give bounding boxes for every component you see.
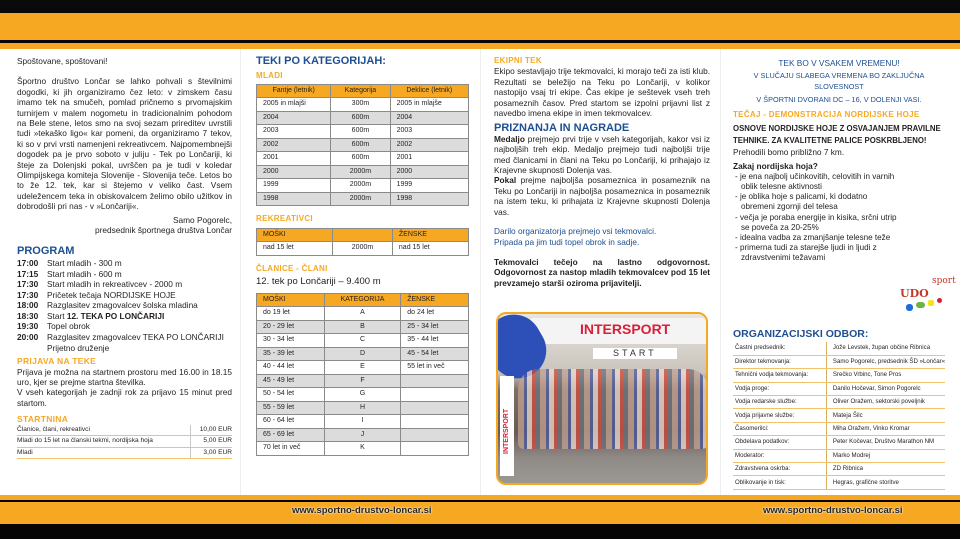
table-cell [401, 428, 469, 442]
startnina-title: STARTNINA [17, 414, 69, 425]
table-row [257, 242, 469, 256]
program-text-plain: Razglasitev zmagovalcev TEKA PO LONČARIJI [47, 332, 224, 343]
odbor-name: ZD Ribnica [826, 463, 945, 476]
table-cell: do 24 let [401, 307, 469, 321]
table-row [257, 361, 469, 375]
table-cell: 30 - 34 let [257, 334, 325, 348]
program-title: PROGRAM [17, 244, 75, 257]
tecaj-title: TEČAJ - DEMONSTRACIJA NORDIJSKE HOJE [733, 109, 920, 119]
program-item [17, 300, 232, 311]
reason-item: - večja je poraba energije in kisika, srčni utrip se poveča za 20-25% [735, 212, 897, 232]
medalja-text: prejmejo prvi trije v vseh kategorijah, kakor vsi iz najboljših treh ekip. Medaljo prejmejo tudi najboljši trije med članicami in člani na Teku po Lončariji, ki prihajajo iz Krajevne skupnosti Dolenja vas. [494, 133, 710, 176]
startnina-price: 3,00 EUR [190, 447, 232, 458]
odbor-name: Jože Levstek, župan občine Ribnica [826, 342, 945, 355]
program-time: 19:30 [17, 321, 39, 332]
table-row [257, 401, 469, 415]
intersport-banner: INTERSPORT [580, 321, 671, 337]
intro-text: Športno društvo Lončar se lahko pohvali s številnimi dogodki, ki jih organiziramo čez leto: v zimskem času imamo tek na smučeh, pomlad pričnemo s prvomajskim turnirjem v malem nogometu in tradicionalnim pohodom na Bele stene, letos smo na svoj sezam prireditev uvrstili tudi »tekaško ligo« kar pomeni, da organiziramo 7 tekov, ki so v prvi vrsti namenjeni rekreativcem. Najpomembnejši dogodek pa je prvo soboto v juliju - Tek po Lončariji, ki šteje za Dolenjski pokal, uvrščen pa je tudi v koledar Olimpijskega komiteja Slovenije - Slovenija teče. Letos bo to že 12. tek, kar si štejemo v veliko čast. Vsem udeležencem teka in obiskovalcem želimo obilo užitkov in dobrodošli pri nas - v »Lončariji«. [17, 76, 232, 212]
program-time: 18:00 [17, 300, 39, 311]
table-cell: 2003 [390, 125, 468, 139]
program-text [47, 300, 198, 311]
panel-divider [480, 49, 481, 496]
program-item [17, 343, 232, 354]
table-cell: 35 - 44 let [401, 334, 469, 348]
logo-text-sport: sport [932, 276, 956, 286]
logo-dot-red [937, 298, 942, 303]
program-item [17, 332, 232, 343]
table-header-cell: Deklice (letnik) [390, 84, 468, 98]
table-cell: 600m [331, 125, 390, 139]
table-cell: 20 - 29 let [257, 320, 325, 334]
odbor-name: Marko Modrej [826, 449, 945, 462]
rekreativci-title: REKREATIVCI [256, 214, 313, 224]
panel-divider [240, 49, 241, 496]
zakaj-title: Zakaj nordijska hoja? [733, 161, 818, 172]
program-time: 17:15 [17, 268, 39, 279]
startnina-row [17, 436, 232, 447]
program-text-plain: Start mladih - 300 m [47, 257, 122, 268]
table-row [257, 442, 469, 456]
logo-dot-green [916, 302, 925, 308]
intersport-side-text: INTERSPORT [503, 408, 510, 454]
table-cell: 2000m [333, 242, 393, 256]
odbor-name: Danilo Hočevar, Simon Pogorelc [826, 382, 945, 395]
runners-crowd [518, 369, 708, 449]
table-cell: 600m [331, 111, 390, 125]
table-cell: D [324, 347, 400, 361]
mladi-title: MLADI [256, 71, 283, 81]
top-black-band [0, 0, 960, 13]
table-row [257, 374, 469, 388]
odbor-name: Srečko Vrbinc, Tone Pros [826, 369, 945, 382]
table-row [257, 347, 469, 361]
table-cell: 600m [331, 138, 390, 152]
signature-role: predsednik športnega društva Lončar [95, 225, 232, 236]
program-item [17, 311, 232, 322]
table-cell: 60 - 64 let [257, 415, 325, 429]
odbor-table [733, 342, 945, 490]
program-time: 17:30 [17, 289, 39, 300]
program-text [47, 343, 109, 354]
odbor-row [733, 396, 945, 409]
table-cell: 2000 [390, 165, 468, 179]
table-cell: C [324, 334, 400, 348]
start-banner: START [593, 348, 677, 359]
table-cell: B [324, 320, 400, 334]
website-link[interactable]: www.sportno-drustvo-loncar.si [763, 505, 903, 516]
odbor-role: Obdelava podatkov: [733, 436, 826, 449]
table-header-cell: MOŠKI [257, 293, 325, 307]
program-list [17, 258, 232, 353]
reasons-list [733, 172, 898, 264]
program-text-plain: Start [47, 310, 67, 321]
odbor-role: Direktor tekmovanja: [733, 355, 826, 368]
startnina-row [17, 425, 232, 436]
table-cell: 2004 [257, 111, 331, 125]
table-cell: do 19 let [257, 307, 325, 321]
ekipni-text: Ekipo sestavljajo trije tekmovalci, ki morajo teči za isti klub. Rezultati se beležijo na Teku po Lončariji, v kolikor nastopijo vsaj tri ekipe. Čas ekipe je seštevek vseh treh posameznih časov. Pred startom se izpolni prijavni list z navedbo imena ekipe in imen tekmovalcev. [494, 66, 710, 119]
table-cell: 35 - 39 let [257, 347, 325, 361]
program-time: 18:30 [17, 310, 39, 321]
startnina-price: 10,00 EUR [190, 425, 232, 436]
table-cell: 2004 [390, 111, 468, 125]
table-cell: 2000m [331, 179, 390, 193]
program-text [47, 279, 182, 290]
table-cell: 1998 [257, 192, 331, 206]
table-cell: 2005 in mlajši [257, 98, 331, 112]
ekipni-title: EKIPNI TEK [494, 56, 542, 65]
priznanja-title: PRIZNANJA IN NAGRADE [494, 122, 630, 135]
program-time: 17:30 [17, 279, 39, 290]
table-row [257, 334, 469, 348]
logo-text-udo: UDO [900, 287, 929, 300]
top-orange-bar [0, 13, 960, 40]
startnina-table [17, 425, 232, 459]
program-text [47, 311, 164, 322]
odbor-row [733, 449, 945, 462]
table-row [257, 111, 469, 125]
table-header-cell: ŽENSKE [392, 228, 468, 242]
startnina-price: 5,00 EUR [190, 436, 232, 447]
odbor-role: Zdravstvena oskrba: [733, 463, 826, 476]
table-cell: 65 - 69 let [257, 428, 325, 442]
table-cell: 1998 [390, 192, 468, 206]
odbor-name: Samo Pogorelc, predsednik ŠD »Lončar« [826, 355, 945, 368]
reason-item: - primerna tudi za starejše ljudi in ljudi z zdravstvenimi težavami [735, 243, 877, 263]
table-header-cell: ŽENSKE [401, 293, 469, 307]
program-text-plain: Start mladih - 600 m [47, 268, 122, 279]
program-text-bold: 12. TEKA PO LONČARIJI [66, 310, 165, 321]
table-header-cell: MOŠKI [257, 228, 333, 242]
program-time: 20:00 [17, 332, 39, 343]
program-text-plain: Topel obrok [47, 321, 90, 332]
reason-item: - je oblika hoje s palicami, ki dodatno obremeni zgornji del telesa [735, 192, 868, 212]
program-time [17, 343, 47, 354]
categories-title: TEKI PO KATEGORIJAH: [256, 55, 386, 67]
odbor-row [733, 342, 945, 355]
bottom-orange-stripe [0, 495, 960, 500]
table-header-cell: Fantje (letnik) [257, 84, 331, 98]
odbor-name: Oliver Oražem, sektorski poveljnik [826, 396, 945, 409]
table-cell: G [324, 388, 400, 402]
program-item [17, 321, 232, 332]
table-cell: 45 - 49 let [257, 374, 325, 388]
table-cell: 45 - 54 let [401, 347, 469, 361]
table-cell: 600m [331, 152, 390, 166]
odbor-row [733, 436, 945, 449]
table-cell: 2000m [331, 192, 390, 206]
program-text-plain: Razglasitev zmagovalcev šolska mladina [47, 300, 198, 311]
prijava-deadline: V vseh kategorijah je zadnji rok za prijavo 15 minut pred startom. [17, 387, 232, 408]
startnina-label: Mladi [17, 447, 190, 458]
odbor-role: Moderator: [733, 449, 826, 462]
table-row [257, 165, 469, 179]
table-header-row [257, 293, 469, 307]
odbor-name: Miha Oražem, Vinko Kromar [826, 422, 945, 435]
program-text-plain: Start mladih in rekreativcev - 2000 m [47, 279, 183, 290]
pokal-label: Pokal [494, 175, 517, 186]
table-cell: E [324, 361, 400, 375]
odbor-row [733, 382, 945, 395]
table-header-row [257, 84, 469, 98]
odbor-role: Častni predsednik: [733, 342, 826, 355]
table-cell: 70 let in več [257, 442, 325, 456]
odbor-title: ORGANIZACIJSKI ODBOR: [733, 328, 869, 340]
panel-divider [720, 49, 721, 496]
weather-line2: V ŠPORTNI DVORANI DC – 16, V DOLENJI VASI. [756, 95, 922, 105]
table-cell: A [324, 307, 400, 321]
table-cell: 50 - 54 let [257, 388, 325, 402]
table-cell [401, 401, 469, 415]
program-text [47, 321, 90, 332]
table-cell: 2001 [390, 152, 468, 166]
odbor-role: Vodja redarske službe: [733, 396, 826, 409]
table-cell: 2002 [257, 138, 331, 152]
darilo-text: Darilo organizatorja prejmejo vsi tekmovalci. Pripada pa jim tudi topel obrok in sadje. [494, 226, 657, 247]
logo-dot-yellow [928, 300, 934, 306]
race-start-photo [496, 312, 708, 485]
odbor-row [733, 369, 945, 382]
table-cell: 55 - 59 let [257, 401, 325, 415]
osnove-text: OSNOVE NORDIJSKE HOJE Z OSVAJANJEM PRAVILNE TEHNIKE. ZA KVALITETNE PALICE POSKRBLJENO! [733, 124, 941, 146]
table-row [257, 179, 469, 193]
odbor-row [733, 355, 945, 368]
clani-subtitle: 12. tek po Lončariji – 9.400 m [256, 276, 381, 288]
odbor-name: Mateja Šilc [826, 409, 945, 422]
table-cell: F [324, 374, 400, 388]
clani-table [256, 293, 469, 456]
table-row [257, 388, 469, 402]
program-time: 17:00 [17, 257, 39, 268]
program-text [47, 269, 122, 280]
startnina-row [17, 447, 232, 458]
signature-name: Samo Pogorelc, [172, 214, 232, 225]
rekreativci-table [256, 228, 469, 256]
program-item [17, 279, 232, 290]
table-cell: 40 - 44 let [257, 361, 325, 375]
website-link[interactable]: www.sportno-drustvo-loncar.si [292, 505, 432, 516]
table-row [257, 98, 469, 112]
odbor-role: Tehnični vodja tekmovanja: [733, 369, 826, 382]
table-cell: 300m [331, 98, 390, 112]
odbor-row [733, 409, 945, 422]
program-text [47, 258, 122, 269]
panel-welcome [17, 52, 232, 459]
table-header-cell: KATEGORIJA [324, 293, 400, 307]
table-cell: H [324, 401, 400, 415]
table-cell: I [324, 415, 400, 429]
table-row [257, 192, 469, 206]
table-cell [401, 415, 469, 429]
udo-sport-logo [900, 272, 956, 324]
program-item [17, 258, 232, 269]
odbor-section [733, 328, 945, 490]
odbor-row [733, 463, 945, 476]
table-cell: 2003 [257, 125, 331, 139]
program-text-plain: Prijetno druženje [47, 342, 110, 353]
startnina-label: Članice, člani, rekreativci [17, 425, 190, 436]
table-header-cell: Kategorija [331, 84, 390, 98]
table-cell: 2000m [331, 165, 390, 179]
table-row [257, 307, 469, 321]
panel-awards [494, 52, 710, 288]
odbor-role: Oblikovanje in tisk: [733, 476, 826, 489]
odbor-name: Hegras, grafične storitve [826, 476, 945, 489]
odbor-name: Peter Kočevar, Društvo Marathon NM [826, 436, 945, 449]
table-row [257, 415, 469, 429]
greeting: Spoštovane, spoštovani! [17, 56, 108, 66]
startnina-label: Mladi do 15 let na članski tekmi, nordijska hoja [17, 436, 190, 447]
table-row [257, 138, 469, 152]
reason-item: - idealna vadba za zmanjšanje telesne teže [735, 233, 891, 243]
program-item [17, 290, 232, 301]
table-cell: 2001 [257, 152, 331, 166]
table-row [257, 320, 469, 334]
table-cell: K [324, 442, 400, 456]
table-cell: 1999 [390, 179, 468, 193]
odbor-role: Vodja proge: [733, 382, 826, 395]
prehodili-text: Prehodili bomo približno 7 km. [733, 147, 845, 158]
odbor-row [733, 422, 945, 435]
medalja-label: Medaljo [494, 133, 525, 144]
logo-dot-blue [906, 304, 913, 311]
table-cell: 2002 [390, 138, 468, 152]
prijava-text: Prijava je možna na startnem prostoru med 16.00 in 18.15 uro, kjer se prejme startna številka. [17, 366, 232, 388]
table-cell: 1999 [257, 179, 331, 193]
odbor-role: Časomerilci: [733, 422, 826, 435]
table-cell: nad 15 let [392, 242, 468, 256]
reason-item: - je ena najbolj učinkovitih, celovitih in varnih oblik telesne aktivnosti [735, 171, 895, 192]
table-header-cell [333, 228, 393, 242]
bottom-black-band [0, 524, 960, 539]
weather-line1: V SLUČAJU SLABEGA VREMENA BO ZAKLJUČNA SLOVESNOST [753, 71, 925, 91]
prijava-title: PRIJAVA NA TEKE [17, 356, 97, 367]
clani-title: ČLANICE - ČLANI [256, 263, 328, 273]
program-text [47, 290, 176, 301]
panel-categories [256, 52, 469, 456]
table-cell [401, 374, 469, 388]
table-cell: 25 - 34 let [401, 320, 469, 334]
table-cell: 2005 in mlajše [390, 98, 468, 112]
pokal-text: prejme najboljša posameznica in posameznik na Teku po Lončariji in najboljša posameznica in posameznik na istem teku, ki prihajata iz Krajevne skupnosti Dolenja vas. [494, 175, 710, 217]
program-item [17, 269, 232, 280]
table-cell: J [324, 428, 400, 442]
weather-title: TEK BO V VSAKEM VREMENU! [778, 58, 900, 68]
table-header-row [257, 228, 469, 242]
table-row [257, 152, 469, 166]
table-cell: nad 15 let [257, 242, 333, 256]
table-row [257, 428, 469, 442]
mladi-table [256, 84, 469, 207]
table-cell: 55 let in več [401, 361, 469, 375]
table-cell [401, 388, 469, 402]
odgovornost-text: Tekmovalci tečejo na lastno odgovornost. Odgovornost za nastop mladih tekmovalcev pod 15 let prevzamejo starši oziroma prijavitelji. [494, 256, 710, 288]
table-row [257, 125, 469, 139]
table-cell: 2000 [257, 165, 331, 179]
panel-nordic [733, 52, 945, 264]
table-cell [401, 442, 469, 456]
odbor-role: Vodja prijavne službe: [733, 409, 826, 422]
program-text [47, 332, 224, 343]
program-text-plain: Pričetek tečaja NORDIJSKE HOJE [47, 289, 176, 300]
odbor-row [733, 476, 945, 489]
